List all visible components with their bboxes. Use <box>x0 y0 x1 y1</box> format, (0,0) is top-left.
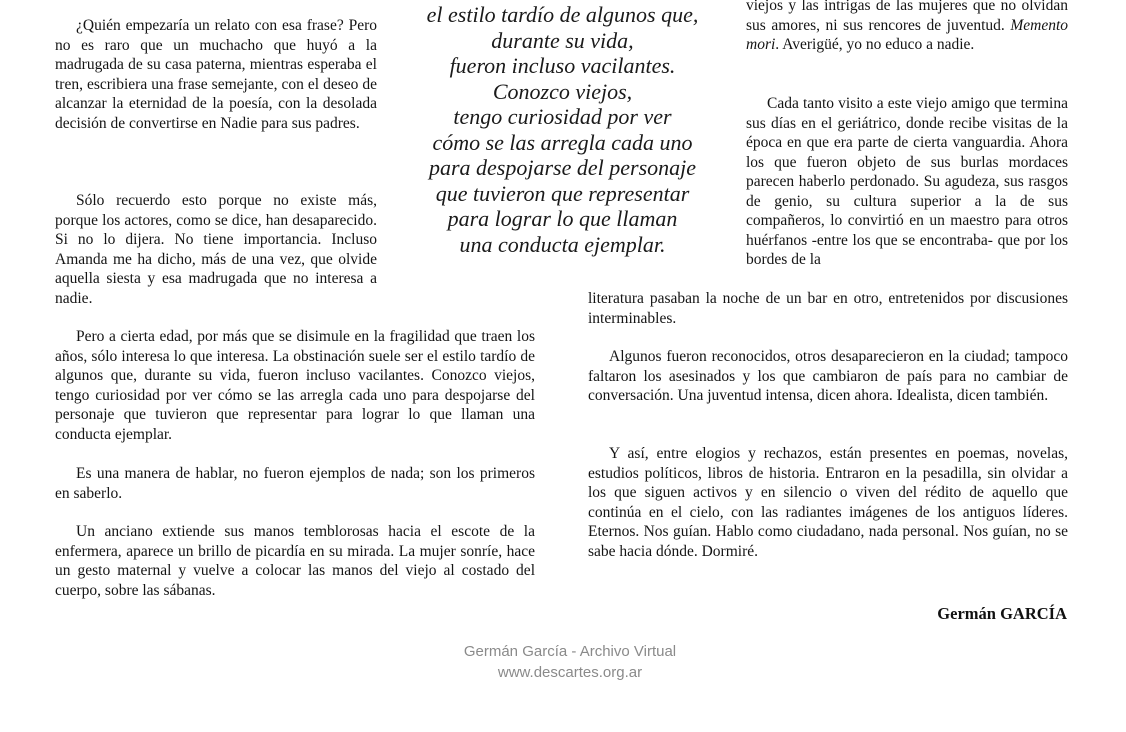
left-paragraph-4: Es una manera de hablar, no fueron ejemplos de nada; son los primeros en saberlo. <box>55 465 535 502</box>
footer-archive-title: Germán García - Archivo Virtual <box>463 643 677 660</box>
right-paragraph-1: Cada tanto visito a este viejo amigo que termina sus días en el geriátrico, donde recibe visitas de la época en que era parte de cierta vanguardia. Ahora los que fueron objeto de sus burlas mordaces parecen haberlo perdonado. Su agudeza, sus rasgos de genio, su cultura superior a la de sus compañeros, lo convirtió en un maestro para otros huérfanos -entre los que se encontraba- que por los bordes de la <box>746 95 1068 268</box>
pull-quote-line: durante su vida, <box>491 27 634 53</box>
pull-quote-line: fueron incluso vacilantes. <box>449 53 676 78</box>
pull-quote-line: para lograr lo que llaman <box>447 206 678 231</box>
right-paragraph-0 <box>746 0 1068 55</box>
right-paragraph-1-continued: literatura pasaban la noche de un bar en otro, entretenidos por discusiones interminables. <box>588 290 1068 327</box>
right-paragraph-0-text: viejos y las intrigas de las mujeres que no olvidan sus amores, ni sus rencores de juventud. <box>746 0 1068 34</box>
pull-quote-line: que tuvieron que representar <box>435 180 690 206</box>
pull-quote-line: tengo curiosidad por ver <box>453 104 672 129</box>
right-paragraph-3: Y así, entre elogios y rechazos, están presentes en poemas, novelas, estudios políticos, libros de historia. Entraron en la pesadilla, sin olvidar a los que siguen activos y en silencio o viven del rédito de aquello que continúa en el cielo, con las radiantes imágenes de los antiguos líderes. Eternos. Nos guían. Hablo como ciudadano, nada personal. Nos guían, no se sabe hacia dónde. Dormiré. <box>588 445 1068 560</box>
footer-website: www.descartes.org.ar <box>497 664 643 681</box>
pull-quote <box>400 2 725 257</box>
pull-quote-line: el estilo tardío de algunos que, <box>426 2 699 27</box>
pull-quote-line: una conducta ejemplar. <box>459 231 666 257</box>
left-paragraph-1: ¿Quién empezaría un relato con esa frase? Pero no es raro que un muchacho que huyó a la madrugada de su casa paterna, mientras esperaba el tren, escribiera una frase semejante, con el deseo de alcanzar la eternidad de la poesía, con la desolada decisión de convertirse en Nadie para sus padres. <box>55 17 377 132</box>
pull-quote-line: Conozco viejos, <box>492 78 633 104</box>
left-paragraph-5: Un anciano extiende sus manos temblorosas hacia el escote de la enfermera, aparece un brillo de picardía en su mirada. La mujer sonríe, hace un gesto maternal y vuelve a colocar las manos del viejo al costado del cuerpo, sobre las sábanas. <box>55 523 535 599</box>
author-signature: Germán GARCÍA <box>937 604 1067 623</box>
pull-quote-line: para despojarse del personaje <box>428 155 697 180</box>
pull-quote-line: cómo se las arregla cada uno <box>432 129 693 155</box>
left-paragraph-2: Sólo recuerdo esto porque no existe más, porque los actores, como se dice, han desaparecido. Si no lo dijera. No tiene importancia. Incluso Amanda me ha dicho, más de una vez, que olvide aquella siesta y esa madrugada que no interesa a nadie. <box>55 192 377 307</box>
right-paragraph-2: Algunos fueron reconocidos, otros desaparecieron en la ciudad; tampoco faltaron los asesinados y los que cambiaron de país para no cambiar de conversación. Una juventud intensa, dicen ahora. Idealista, dicen también. <box>588 348 1068 404</box>
left-paragraph-3: Pero a cierta edad, por más que se disimule en la fragilidad que traen los años, sólo interesa lo que interesa. La obstinación suele ser el estilo tardío de algunos que, durante su vida, fueron incluso vacilantes. Conozco viejos, tengo curiosidad por ver cómo se las arregla cada uno para despojarse del personaje que tuvieron que representar para lograr lo que llaman una conducta ejemplar. <box>55 328 535 443</box>
right-paragraph-0-end: . Averigüé, yo no educo a nadie. <box>775 36 975 53</box>
memento-mori-phrase: Memento mori <box>746 16 1068 53</box>
